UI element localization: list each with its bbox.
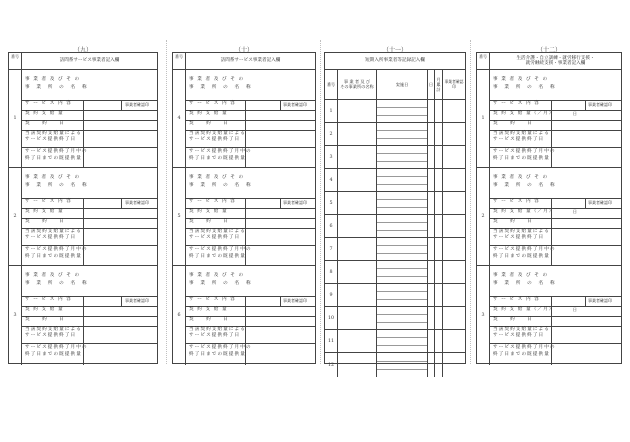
end-date-label-line2: サービス提供終了日 [493, 333, 545, 338]
end-date-label-line2: サービス提供終了日 [25, 333, 77, 338]
sub-rule [377, 153, 427, 154]
provider-name-label-line1: 事 業 者 及 び そ の [493, 77, 549, 82]
row-rule [490, 147, 621, 148]
page-divider [320, 40, 321, 364]
row-rule [22, 147, 157, 148]
record-row [325, 306, 465, 330]
confirm-stamp-label: 事業者確認印 [283, 200, 307, 205]
header-provider-line1: 事 業 者 及 び [343, 79, 371, 84]
remaining-label-line1: サービス提供終了月中の [189, 345, 252, 350]
provider-name-label-line2: 事 業 所 の 名 称 [189, 183, 252, 188]
panel-11-box [324, 52, 466, 368]
sub-rule [377, 222, 427, 223]
row-rule [22, 245, 157, 246]
contract-amount-label: 契 約 支 給 量（／月） [493, 209, 555, 214]
panel-10 [172, 40, 316, 364]
end-date-label-line1: 当該契約支給量による [189, 229, 246, 234]
panel-12-number: （十二） [536, 47, 561, 54]
page-divider [166, 40, 167, 364]
row-number: 12 [327, 363, 335, 368]
provider-group [477, 167, 621, 266]
end-date-label-line1: 当該契約支給量による [25, 229, 82, 234]
record-row [325, 283, 465, 307]
corner-cell [173, 53, 186, 70]
day-suffix: 日 [572, 111, 577, 116]
panel-10-box [172, 52, 316, 364]
remaining-label-line2: 終了日までの既提供量 [189, 352, 246, 357]
panel-12-title-line1: 生活介護・自立訓練・就労移行支援・ [516, 55, 595, 61]
sub-rule [377, 130, 427, 131]
remaining-label-line1: サービス提供終了月中の [493, 247, 556, 252]
remaining-label-line2: 終了日までの既提供量 [189, 156, 246, 161]
provider-name-label-line2: 事 業 所 の 名 称 [25, 281, 88, 286]
end-date-label-line1: 当該契約支給量による [189, 131, 246, 136]
row-number: 2 [329, 132, 333, 137]
form-sheet [4, 40, 626, 368]
corner-label: 番号 [11, 54, 19, 59]
sub-rule [377, 369, 427, 370]
row-number: 7 [329, 247, 333, 252]
sub-rule [377, 207, 427, 208]
provider-name-label-line2: 事 業 所 の 名 称 [493, 281, 556, 286]
end-date-label-line2: サービス提供終了日 [189, 235, 241, 240]
provider-name-label-line2: 事 業 所 の 名 称 [25, 85, 88, 90]
end-date-label-line1: 当該契約支給量による [189, 327, 246, 332]
corner-label: 番号 [327, 81, 335, 87]
provider-name-label-line2: 事 業 所 の 名 称 [493, 183, 556, 188]
col-rule [245, 296, 246, 365]
sub-rule [377, 245, 427, 246]
sub-rule [377, 337, 427, 338]
end-date-label-line2: サービス提供終了日 [25, 235, 77, 240]
panel-12-box [476, 52, 622, 364]
header-monthly-line2: 累 [436, 81, 441, 87]
col-rule [83, 198, 84, 265]
remaining-label-line1: サービス提供終了月中の [25, 149, 88, 154]
provider-name-label-line2: 事 業 所 の 名 称 [189, 281, 252, 286]
row-rule [186, 147, 315, 148]
header-date: 実施日 [377, 69, 427, 100]
sub-rule [377, 268, 427, 269]
header-provider-line2: その事業所の名称 [340, 84, 374, 89]
group-number: 1 [9, 69, 22, 167]
record-row [325, 99, 465, 123]
remaining-label-line1: サービス提供終了月中の [493, 149, 556, 154]
sub-rule [377, 291, 427, 292]
col-rule [245, 100, 246, 167]
row-rule [490, 245, 621, 246]
remaining-label-line1: サービス提供終了月中の [25, 345, 88, 350]
sub-rule [377, 107, 427, 108]
day-suffix: 日 [572, 209, 577, 214]
col-rule [245, 198, 246, 265]
confirm-stamp-label: 事業者確認印 [588, 200, 612, 205]
remaining-label-line2: 終了日までの既提供量 [493, 254, 550, 259]
group-number: 3 [477, 265, 490, 365]
group-number: 2 [9, 167, 22, 265]
header-monthly-line1: 月 [436, 76, 441, 82]
group-number: 1 [477, 69, 490, 167]
col-rule [551, 198, 552, 265]
provider-group [9, 69, 157, 168]
provider-group [173, 69, 315, 168]
contract-date-label: 契 約 日 [493, 121, 533, 126]
col-rule [121, 198, 122, 208]
confirm-stamp-label: 事業者確認印 [125, 298, 149, 303]
col-rule [280, 198, 281, 208]
contract-amount-label: 契 約 支 給 量（／月） [493, 111, 555, 116]
contract-date-label: 契 約 日 [189, 121, 229, 126]
grid-corner-cell [325, 69, 337, 100]
provider-group [173, 167, 315, 266]
end-date-label-line1: 当該契約支給量による [493, 131, 550, 136]
row-number: 4 [329, 178, 333, 183]
contract-amount-label: 契 約 支 給 量 [25, 307, 64, 312]
sub-rule [377, 115, 427, 116]
panel-12 [476, 40, 622, 364]
corner-cell [9, 53, 22, 70]
panel-9-number: （九） [73, 47, 92, 54]
panel-9 [8, 40, 158, 364]
record-row [325, 329, 465, 353]
sub-rule [377, 230, 427, 231]
row-rule [186, 343, 315, 344]
group-number: 6 [173, 265, 186, 365]
group-number: 3 [9, 265, 22, 365]
sub-rule [377, 253, 427, 254]
contract-amount-label: 契 約 支 給 量（／月） [493, 307, 555, 312]
panel-10-number: （十） [234, 47, 253, 54]
remaining-label-line2: 終了日までの既提供量 [25, 254, 82, 259]
contract-amount-label: 契 約 支 給 量 [25, 111, 64, 116]
panel-9-title: 訪問系サービス事業者記入欄 [22, 53, 157, 70]
provider-name-label-line1: 事 業 者 及 び そ の [25, 175, 81, 180]
row-number: 9 [329, 293, 333, 298]
col-rule [585, 100, 586, 110]
service-content-label: サ ー ビ ス 内 容 [189, 297, 236, 302]
sub-rule [377, 184, 427, 185]
remaining-label-line2: 終了日までの既提供量 [189, 254, 246, 259]
sub-rule [377, 322, 427, 323]
provider-name-label-line1: 事 業 者 及 び そ の [25, 77, 81, 82]
row-number: 6 [329, 224, 333, 229]
provider-name-label-line2: 事 業 所 の 名 称 [189, 85, 252, 90]
provider-group [9, 265, 157, 365]
remaining-label-line2: 終了日までの既提供量 [25, 156, 82, 161]
corner-label: 番号 [175, 54, 183, 59]
provider-name-label-line1: 事 業 者 及 び そ の [493, 175, 549, 180]
end-date-label-line1: 当該契約支給量による [493, 327, 550, 332]
col-rule [121, 100, 122, 110]
sub-rule [377, 176, 427, 177]
group-number: 4 [173, 69, 186, 167]
confirm-stamp-label: 事業者確認印 [283, 298, 307, 303]
col-rule [551, 100, 552, 167]
row-number: 10 [327, 316, 335, 321]
day-suffix: 日 [572, 307, 577, 312]
panel-12-title-line2: 就労継続支援・事業者記入欄 [525, 61, 586, 66]
panel-11-number: （十一） [382, 47, 407, 54]
confirm-stamp-label: 事業者確認印 [588, 102, 612, 107]
provider-group [9, 167, 157, 266]
provider-name-label-line1: 事 業 者 及 び そ の [189, 175, 245, 180]
contract-amount-label: 契 約 支 給 量 [189, 307, 228, 312]
col-rule [280, 100, 281, 110]
header-provider [338, 69, 376, 100]
col-rule [585, 296, 586, 306]
service-content-label: サ ー ビ ス 内 容 [189, 101, 236, 106]
record-row [325, 145, 465, 169]
record-row [325, 122, 465, 146]
record-row [325, 168, 465, 192]
sub-rule [377, 161, 427, 162]
sub-rule [377, 299, 427, 300]
remaining-label-line2: 終了日までの既提供量 [25, 352, 82, 357]
sub-rule [377, 345, 427, 346]
record-row [325, 237, 465, 261]
confirm-stamp-label: 事業者確認印 [125, 200, 149, 205]
group-number: 2 [477, 167, 490, 265]
provider-name-label-line1: 事 業 者 及 び そ の [189, 77, 245, 82]
contract-date-label: 契 約 日 [493, 219, 533, 224]
confirm-stamp-label: 事業者確認印 [125, 102, 149, 107]
end-date-label-line2: サービス提供終了日 [493, 137, 545, 142]
row-number: 8 [329, 270, 333, 275]
panel-11-grid [325, 69, 465, 368]
contract-amount-label: 契 約 支 給 量 [189, 209, 228, 214]
row-rule [490, 343, 621, 344]
end-date-label-line1: 当該契約支給量による [25, 327, 82, 332]
remaining-label-line2: 終了日までの既提供量 [493, 352, 550, 357]
provider-name-label-line1: 事 業 者 及 び そ の [25, 273, 81, 278]
remaining-label-line1: サービス提供終了月中の [493, 345, 556, 350]
contract-date-label: 契 約 日 [189, 219, 229, 224]
sub-rule [377, 276, 427, 277]
confirm-stamp-label: 事業者確認印 [588, 298, 612, 303]
remaining-label-line2: 終了日までの既提供量 [493, 156, 550, 161]
contract-amount-label: 契 約 支 給 量 [25, 209, 64, 214]
remaining-label-line1: サービス提供終了月中の [25, 247, 88, 252]
col-rule [83, 100, 84, 167]
end-date-label-line1: 当該契約支給量による [493, 229, 550, 234]
row-number: 11 [327, 339, 335, 344]
sub-rule [377, 199, 427, 200]
col-rule [280, 296, 281, 306]
header-day: 日 [428, 69, 434, 100]
col-rule [551, 296, 552, 365]
confirm-stamp-label: 事業者確認印 [283, 102, 307, 107]
row-number: 5 [329, 201, 333, 206]
row-number: 3 [329, 155, 333, 160]
end-date-label-line2: サービス提供終了日 [493, 235, 545, 240]
provider-group [477, 69, 621, 168]
service-content-label: サ ー ビ ス 内 容 [493, 297, 540, 302]
row-rule [186, 245, 315, 246]
col-rule [83, 296, 84, 365]
contract-date-label: 契 約 日 [25, 121, 65, 126]
panel-12-title [490, 53, 621, 70]
contract-date-label: 契 約 日 [493, 317, 533, 322]
row-rule [22, 343, 157, 344]
corner-cell [477, 53, 490, 70]
header-confirm: 事業者確認印 [443, 69, 465, 100]
end-date-label-line1: 当該契約支給量による [25, 131, 82, 136]
panel-10-title: 訪問系サービス事業者記入欄 [186, 53, 315, 70]
service-content-label: サ ー ビ ス 内 容 [493, 101, 540, 106]
sub-rule [377, 361, 427, 362]
header-monthly-cumulative [435, 69, 442, 100]
sub-rule [377, 314, 427, 315]
col-rule [585, 198, 586, 208]
panel-11 [324, 40, 466, 368]
sub-rule [377, 138, 427, 139]
service-content-label: サ ー ビ ス 内 容 [189, 199, 236, 204]
provider-name-label-line2: 事 業 所 の 名 称 [25, 183, 88, 188]
record-row [325, 352, 465, 378]
contract-date-label: 契 約 日 [189, 317, 229, 322]
service-content-label: サ ー ビ ス 内 容 [25, 199, 72, 204]
remaining-label-line1: サービス提供終了月中の [189, 247, 252, 252]
provider-group [477, 265, 621, 365]
end-date-label-line2: サービス提供終了日 [25, 137, 77, 142]
group-number: 5 [173, 167, 186, 265]
service-content-label: サ ー ビ ス 内 容 [25, 297, 72, 302]
contract-date-label: 契 約 日 [25, 219, 65, 224]
service-content-label: サ ー ビ ス 内 容 [493, 199, 540, 204]
contract-amount-label: 契 約 支 給 量 [189, 111, 228, 116]
panel-11-title: 短期入所事業者等記録記入欄 [325, 53, 465, 70]
panel-9-box [8, 52, 158, 364]
col-rule [121, 296, 122, 306]
page-divider [470, 40, 471, 364]
contract-date-label: 契 約 日 [25, 317, 65, 322]
provider-name-label-line1: 事 業 者 及 び そ の [189, 273, 245, 278]
service-content-label: サ ー ビ ス 内 容 [25, 101, 72, 106]
record-row [325, 191, 465, 215]
end-date-label-line2: サービス提供終了日 [189, 137, 241, 142]
remaining-label-line1: サービス提供終了月中の [189, 149, 252, 154]
corner-label: 番号 [479, 54, 487, 59]
row-number: 1 [329, 109, 333, 114]
header-monthly-line3: 計 [436, 86, 441, 92]
provider-name-label-line1: 事 業 者 及 び そ の [493, 273, 549, 278]
record-row [325, 214, 465, 238]
end-date-label-line2: サービス提供終了日 [189, 333, 241, 338]
provider-group [173, 265, 315, 365]
provider-name-label-line2: 事 業 所 の 名 称 [493, 85, 556, 90]
record-row [325, 260, 465, 284]
